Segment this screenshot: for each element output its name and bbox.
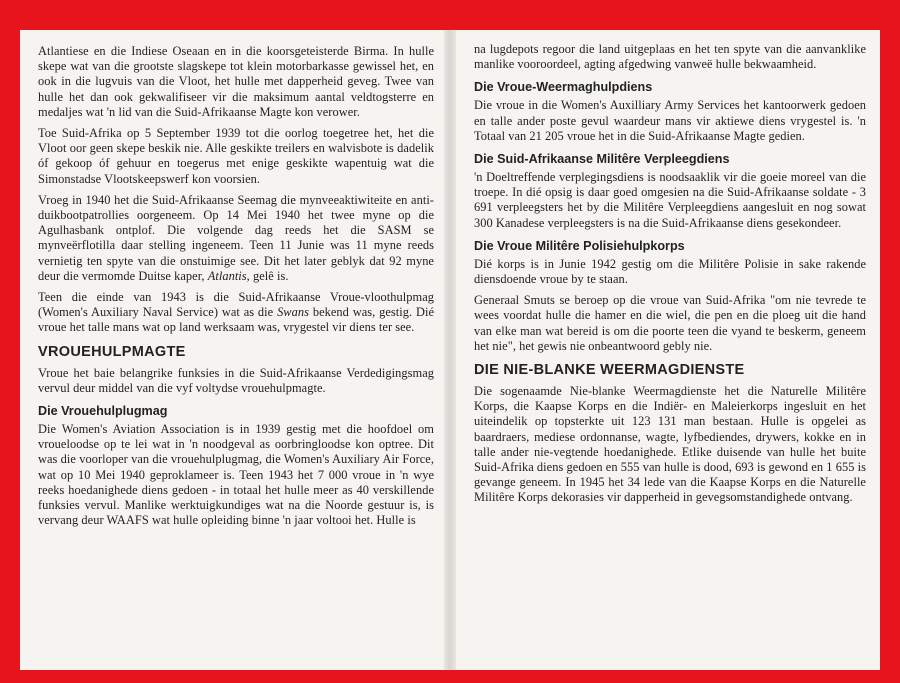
unit-name-swans: Swans	[277, 305, 309, 320]
heading-verpleegdiens: Die Suid-Afrikaanse Militêre Verpleegdiens	[474, 152, 730, 167]
paragraph-nursing: 'n Doeltreffende verplegingsdiens is noodsaaklik vir die goeie moreel van die troepe. In dié opsig is daar goed omgesien na die Suid-Afrikaanse soldate - 3 691 verpleegsters het by die Militêre Verpleegdiens aangesluit en nog sowat 300 Kanadese verpleegsters is na die Suid-Afrikaanse diens gesekondeer.	[474, 170, 866, 230]
paragraph-navy-1939: Toe Suid-Afrika op 5 September 1939 tot die oorlog toegetree het, het die Vloot oor geen skepe beskik nie. Alle geskikte treilers en walvisbote is dadelik óf gekoop óf gehuur en toegerus met enige geskikte wapentuig wat die Simonstadse Vlootskeepswerf kon voorsien.	[38, 126, 434, 186]
paragraph-wans-end: bekend was, gestig. Dié vroue het talle mans wat op land werksaam was, vrygestel vir diens ter see.	[38, 305, 435, 335]
paragraph-wans	[38, 290, 434, 336]
heading-vrouehulpmagte: VROUEHULPMAGTE	[38, 343, 186, 360]
heading-vroue-weermaghulpdiens: Die Vroue-Weermaghulpdiens	[474, 80, 653, 95]
book-gutter	[444, 30, 456, 670]
left-page	[20, 30, 444, 670]
paragraph-waaf-continued: na lugdepots regoor die land uitgeplaas en het ten spyte van die aanvanklike manlike vooroordeel, agting afgedwing vanweë hulle bekwaamheid.	[474, 42, 866, 72]
paragraph-waaf: Die Women's Aviation Association is in 1939 gestig met die hoofdoel om vroueloodse op te lei wat in 'n noodgeval as oorbringloodse kon optree. Dit was die voorloper van die vrouehulplugmag, die Women's Auxiliary Air Force, wat op 10 Mei 1940 geproklameer is. Teen 1943 het 7 000 vroue in 'n wye reeks hoedanighede diens gedoen - in totaal het hulle meer as 40 verskillende funksies vervul. Manlike werktuigkundiges wat na die Noorde gestuur is, is vervang deur WAAFS wat hulle opleiding binne 'n jaar voltooi het. Hulle is	[38, 422, 434, 528]
paragraph-minesweeping-text: Vroeg in 1940 het die Suid-Afrikaanse Seemag die mynveeaktiwiteite en anti-duikbootpatrollies oorgeneem. Op 14 Mei 1940 het twee myne op die Agulhasbank ontplof. Die volgende dag reeds het die SASM se mynveërflotilla daar stelling ingeneem. Teen 11 Junie was 11 myne reeds vernietig ten spyte van die onstuimige see. Dit het later geblyk dat 92 myne deur die vermomde Duitse kaper,	[38, 192, 434, 283]
paragraph-navy-service: Atlantiese en die Indiese Oseaan en in die koorsgeteisterde Birma. In hulle skepe wat van die grootste slagskepe tot klein motorbarkasse gewissel het, en ook in die lugvuis van die Vloot, het hulle met dapperheid geveg. Twee van hulle het dan ook gekwalifiseer vir die maksimum aantal veldtogsterre en medaljes wat 'n lid van die Suid-Afrikaanse Magte kon verower.	[38, 44, 434, 119]
paragraph-army-services: Die vroue in die Women's Auxilliary Army Services het kantoorwerk gedoen en talle ander poste gevul waardeur mans vir aktiewe diens vrygestel is. 'n Totaal van 21 205 vroue het in die Suid-Afrikaanse Magte gedien.	[474, 98, 866, 143]
paragraph-non-white-services: Die sogenaamde Nie-blanke Weermagdienste het die Naturelle Militêre Korps, die Kaapse Korps en die Indiër- en Maleierkorps ingesluit en het uiteindelik op topsterkte uit 123 131 man bestaan. Hulle is opgelei as baardraers, mediese ordonnanse, wagte, lyfbediendes, drywers, kokke en in talle ander nie-vegtende hoedanighede. Etlike duisende van hulle het buite Suid-Afrika diens gedoen en 555 van hulle is dood, 693 is gewond en 1 655 is gevange geneem. In 1945 het 34 lede van die Kaapse Korps en die Naturelle Militêre Korps dekorasies vir dapperheid in gevegsomstandighede ontvang.	[474, 384, 866, 505]
right-page	[456, 30, 880, 670]
heading-nie-blanke: DIE NIE-BLANKE WEERMAGDIENSTE	[474, 362, 745, 379]
ship-name-atlantis: Atlantis	[207, 268, 247, 283]
paragraph-police-corps: Dié korps is in Junie 1942 gestig om die Militêre Polisie in sake rakende diensdoende vroue by te staan.	[474, 256, 866, 287]
paragraph-smuts-appeal: Generaal Smuts se beroep op die vroue van Suid-Afrika "om nie tevrede te wees voordat hulle die hamer en die wiel, die pen en die ploeg uit die hand van elke man wat bereid is om die poorte teen die vyand te beskerm, geneem het nie", het gewis nie onbeantwoord gebly nie.	[474, 293, 866, 353]
paragraph-wans-text: Teen die einde van 1943 is die Suid-Afrikaanse Vroue-vloothulpmag (Women's Auxiliary Naval Service) wat as die	[38, 290, 434, 320]
heading-vrouehulplugmag: Die Vrouehulplugmag	[38, 404, 168, 419]
paragraph-minesweeping	[38, 193, 434, 284]
heading-polisiehulpkorps: Die Vroue Militêre Polisiehulpkorps	[474, 238, 685, 253]
paragraph-minesweeping-end: , gelê is.	[246, 268, 289, 283]
paragraph-auxiliary-intro: Vroue het baie belangrike funksies in die Suid-Afrikaanse Verdedigingsmag vervul deur middel van die vyf voltydse vrouehulpmagte.	[38, 365, 434, 395]
